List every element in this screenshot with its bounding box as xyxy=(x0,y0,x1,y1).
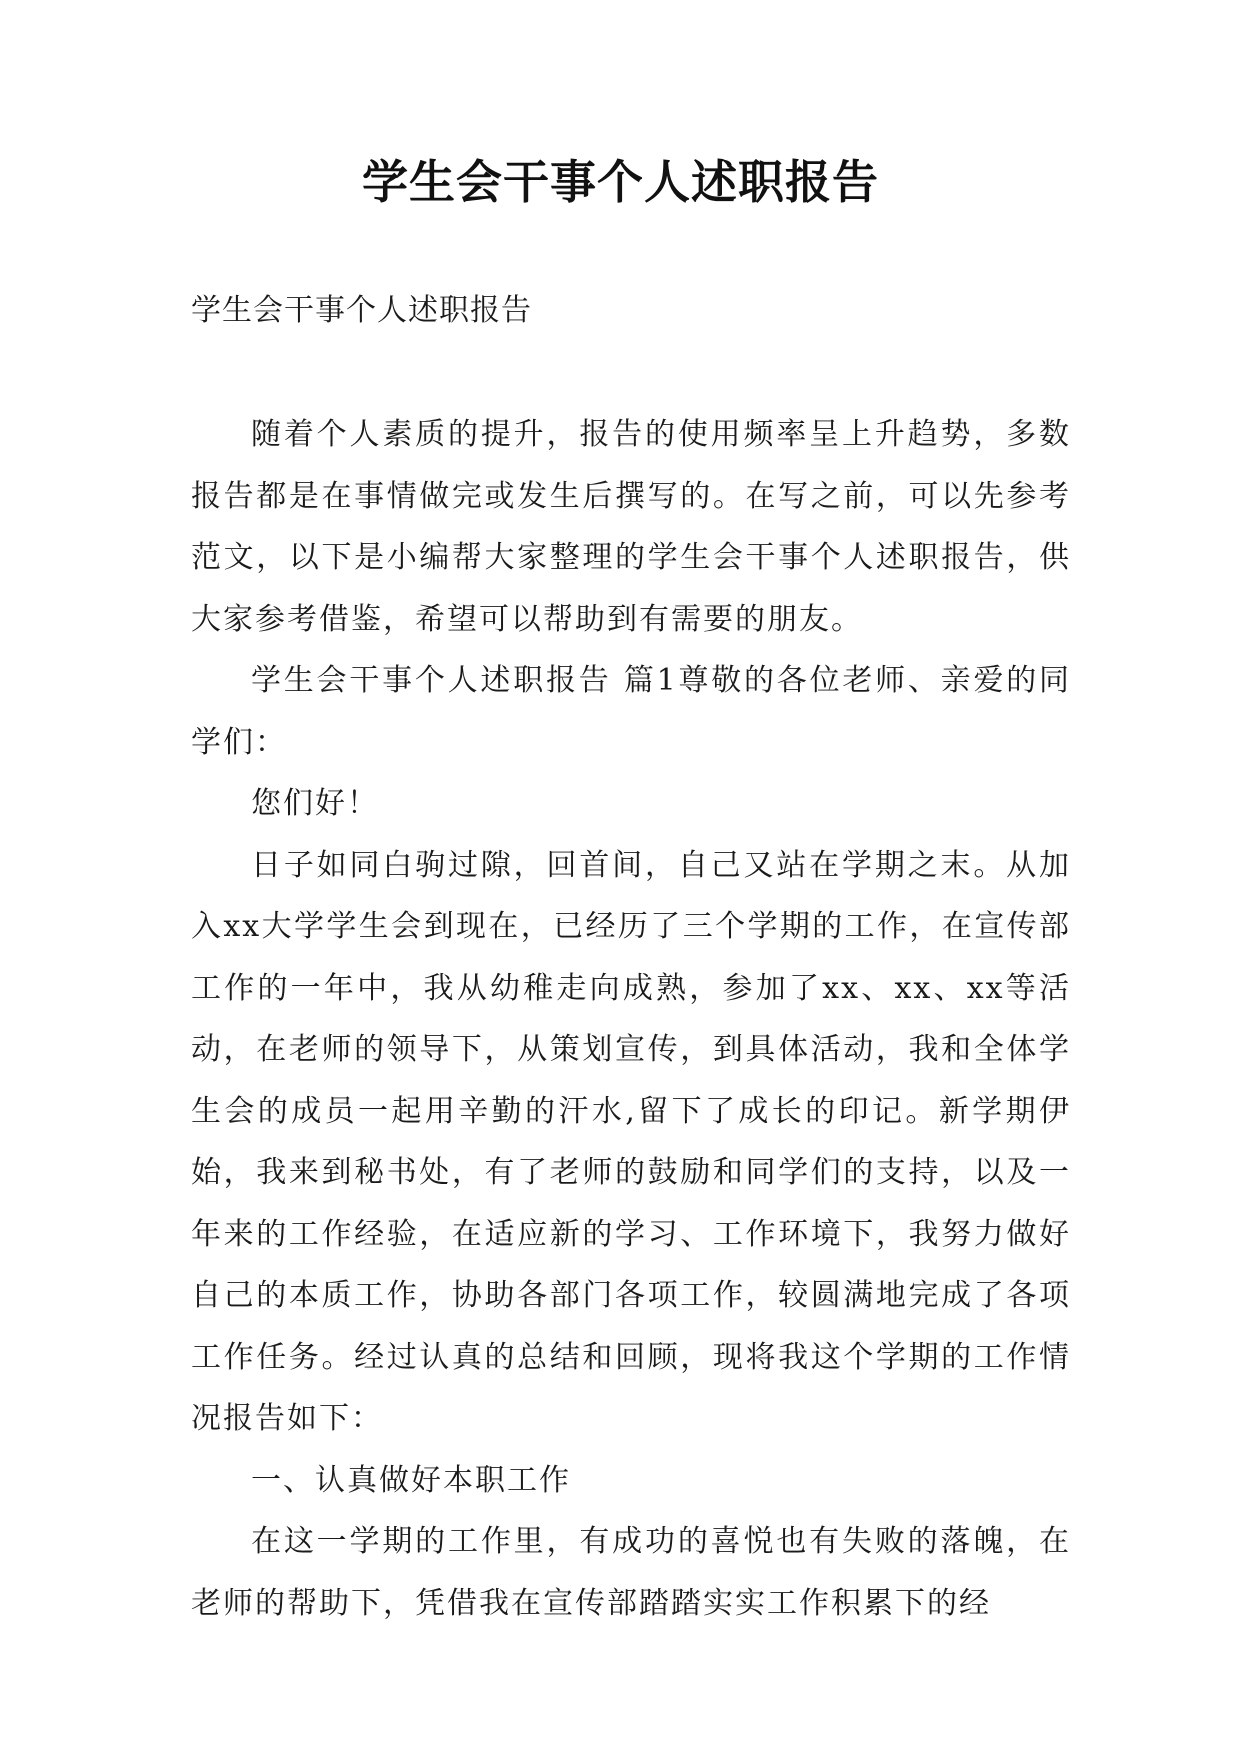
document-body xyxy=(191,404,1071,1634)
document-title: 学生会干事个人述职报告 xyxy=(362,155,879,209)
paragraph-intro: 随着个人素质的提升，报告的使用频率呈上升趋势，多数报告都是在事情做完或发生后撰写的。在写之前，可以先参考范文，以下是小编帮大家整理的学生会干事个人述职报告，供大家参考借鉴，希望可以帮助到有需要的朋友。 xyxy=(191,417,1071,637)
paragraph-section-1: 在这一学期的工作里，有成功的喜悦也有失败的落魄，在老师的帮助下，凭借我在宣传部踏踏实实工作积累下的经 xyxy=(191,1524,1071,1621)
paragraph-review: 日子如同白驹过隙，回首间，自己又站在学期之末。从加入xx大学学生会到现在，已经历了三个学期的工作，在宣传部工作的一年中，我从幼稚走向成熟，参加了xx、xx、xx等活动，在老师的领导下，从策划宣传，到具体活动，我和全体学生会的成员一起用辛勤的汗水,留下了成长的印记。新学期伊始，我来到秘书处，有了老师的鼓励和同学们的支持，以及一年来的工作经验，在适应新的学习、工作环境下，我努力做好自己的本质工作，协助各部门各项工作，较圆满地完成了各项工作任务。经过认真的总结和回顾，现将我这个学期的工作情况报告如下： xyxy=(191,847,1071,1436)
document-subtitle: 学生会干事个人述职报告 xyxy=(191,293,532,328)
paragraph-salutation: 学生会干事个人述职报告 篇1尊敬的各位老师、亲爱的同学们： xyxy=(191,663,1071,760)
section-heading-1: 一、认真做好本职工作 xyxy=(251,1462,571,1498)
paragraph-greeting: 您们好！ xyxy=(251,786,379,821)
